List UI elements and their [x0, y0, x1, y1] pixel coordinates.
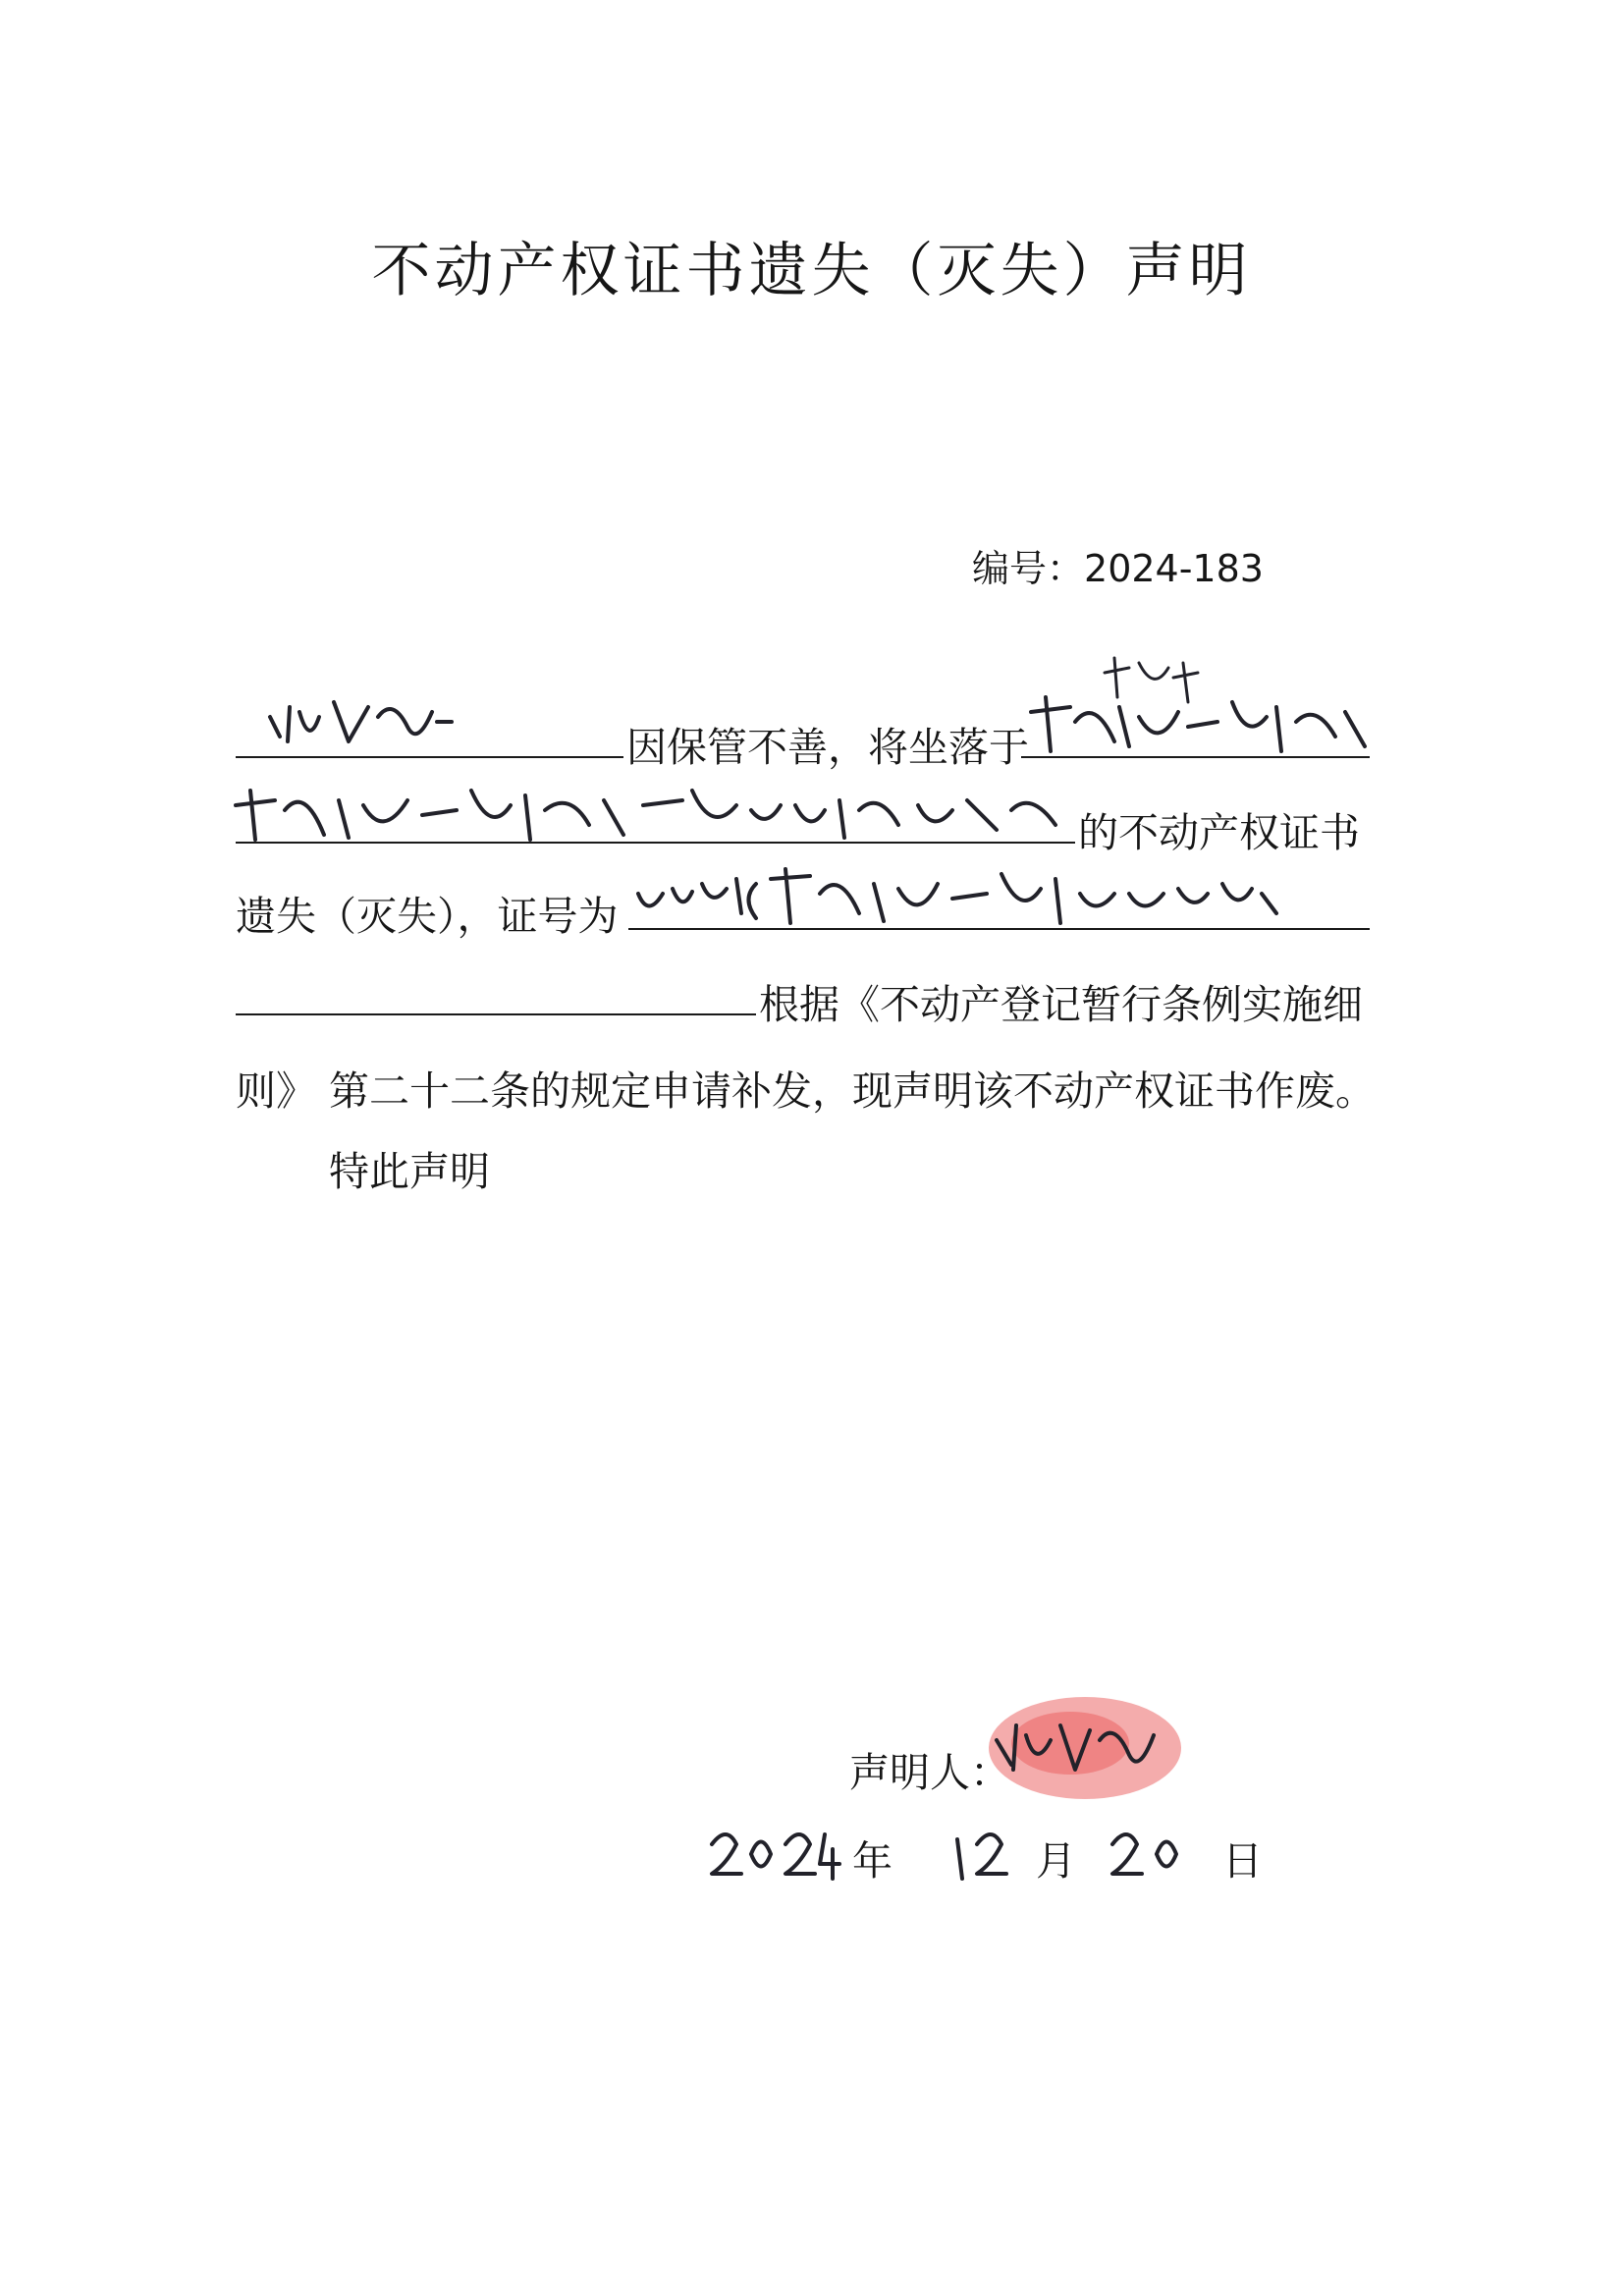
statement-line-3: 遗失（灭失），证号为: [236, 893, 619, 940]
continuation-fill-line: [236, 1013, 756, 1015]
serial-value: 2024-183: [1084, 547, 1264, 590]
serial-number: [972, 538, 1264, 592]
handwritten-certificate-number: [633, 864, 1281, 933]
handwritten-day: [1108, 1825, 1196, 1884]
declarant-label: 声明人：: [849, 1749, 1010, 1796]
statement-line-1: 因保管不善，将坐落于: [626, 724, 1029, 771]
statement-line-2: 的不动产权证书: [1078, 809, 1360, 856]
closing-statement: 特此声明: [329, 1148, 490, 1195]
statement-line-4: 根据《不动产登记暂行条例实施细: [759, 981, 1363, 1028]
date-day-unit: 日: [1222, 1837, 1263, 1885]
handwritten-location-part-2: [231, 781, 1075, 849]
document-title: 不动产权证书遗失（灭失）声明: [371, 237, 1252, 305]
statement-line-5: 则》 第二十二条的规定申请补发，现声明该不动产权证书作废。: [236, 1067, 1377, 1115]
date-month-unit: 月: [1036, 1837, 1076, 1885]
handwritten-year: [707, 1825, 844, 1884]
handwritten-month: [947, 1825, 1026, 1884]
handwritten-declarant-signature: [992, 1711, 1168, 1789]
handwritten-location-part-1: [1021, 692, 1375, 761]
date-year-unit: 年: [852, 1837, 893, 1885]
name-fill-line: [236, 756, 623, 758]
serial-label: 编号：: [972, 547, 1085, 590]
handwritten-applicant-name: [260, 687, 457, 756]
